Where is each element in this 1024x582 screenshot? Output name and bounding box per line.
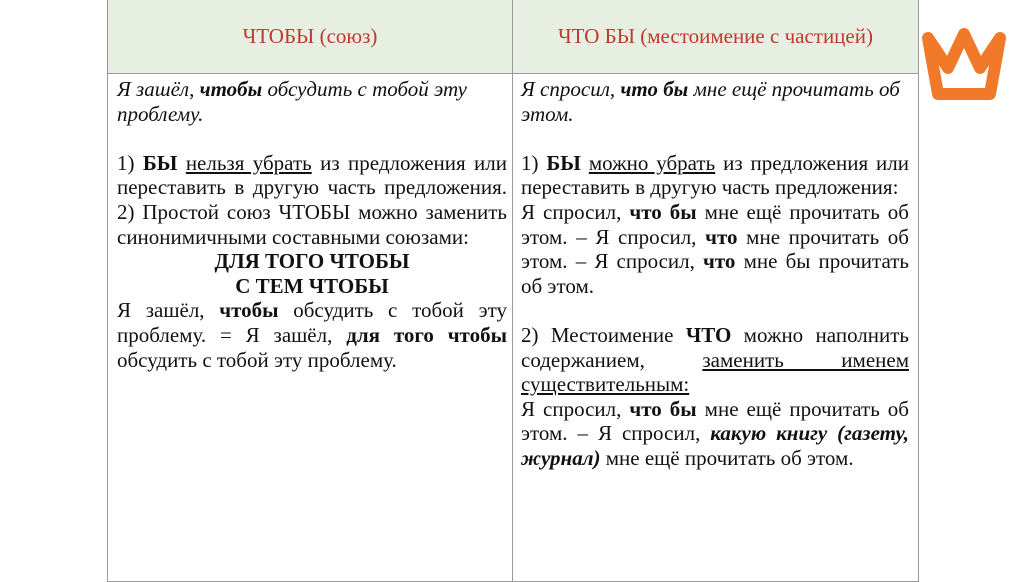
text-bold: что бы — [629, 396, 697, 421]
text — [581, 151, 589, 175]
text: 1) — [521, 150, 547, 175]
text-bold: БЫ — [142, 150, 178, 175]
left-example — [117, 77, 507, 126]
text-bold: что бы — [629, 199, 697, 224]
text: можно наполнить содержанием, — [521, 322, 909, 372]
left-column — [117, 77, 507, 372]
text: мне ещё прочитать об этом. – Я спросил, — [521, 199, 909, 249]
text: обсудить с тобой эту проблему. — [117, 77, 467, 126]
right-point-1 — [521, 151, 909, 200]
header-chtoby: ЧТОБЫ (союз) — [242, 23, 378, 48]
text-underlined: можно убрать — [588, 150, 716, 175]
left-example-2 — [117, 298, 507, 372]
text — [177, 151, 185, 175]
right-example-2 — [521, 397, 909, 471]
crown-icon — [918, 24, 1010, 104]
text-bold: ДЛЯ ТОГО ЧТОБЫ — [214, 249, 410, 274]
left-point-1-line — [117, 151, 507, 200]
text-bold: БЫ — [546, 150, 581, 175]
text: обсудить с тобой эту проблему. = Я зашёл, — [117, 298, 508, 347]
text-bold: чтобы — [219, 298, 279, 323]
text: мне ещё прочитать об этом. – Я спросил, — [521, 396, 909, 446]
text: обсудить с тобой эту проблему. — [117, 347, 397, 372]
text: мне прочитать об этом. – Я спросил, — [521, 224, 909, 274]
text: из предложения или переставить в другую часть предложения: — [521, 150, 910, 200]
text-bold: что бы — [620, 77, 689, 101]
right-example-1 — [521, 200, 909, 298]
conjunction-2 — [117, 274, 507, 299]
text: Я зашёл, — [117, 298, 220, 323]
header-chto-by: ЧТО БЫ (местоимение с частицей) — [558, 23, 873, 48]
column-divider — [512, 0, 513, 581]
text-underlined: нельзя убрать — [185, 150, 312, 175]
text: Я зашёл, — [117, 77, 200, 101]
right-point-2 — [521, 323, 909, 397]
right-column — [521, 77, 909, 471]
text-bold: что — [703, 249, 736, 274]
text: Я спросил, — [521, 396, 630, 421]
text: мне бы прочитать об этом. — [521, 249, 909, 298]
text-underlined: заменить именем существительным: — [521, 347, 910, 397]
text: из предложения или переставить в другую часть предложения. — [117, 150, 508, 200]
text: 2) Местоимение — [521, 322, 686, 347]
text: Я спросил, — [521, 77, 621, 101]
text-bold: что — [705, 224, 738, 249]
right-example — [521, 77, 909, 126]
text: Я спросил, — [521, 199, 630, 224]
text: мне ещё прочитать об этом. — [521, 77, 900, 126]
text: 1) — [117, 150, 143, 175]
text-bold: для того чтобы — [346, 322, 507, 347]
left-point-2: 2) Простой союз ЧТОБЫ можно заменить синонимичными составными союзами: — [117, 199, 507, 249]
left-point-1 — [117, 151, 507, 200]
text-bold: чтобы — [199, 77, 263, 101]
text: мне ещё прочитать об этом. — [600, 445, 854, 470]
text-bold: ЧТО — [685, 322, 732, 347]
comparison-table — [107, 0, 919, 582]
text-bold: С ТЕМ ЧТОБЫ — [235, 273, 389, 298]
text-bold-italic: какую книгу (газету, журнал) — [521, 421, 909, 470]
conjunction-1 — [117, 249, 507, 274]
